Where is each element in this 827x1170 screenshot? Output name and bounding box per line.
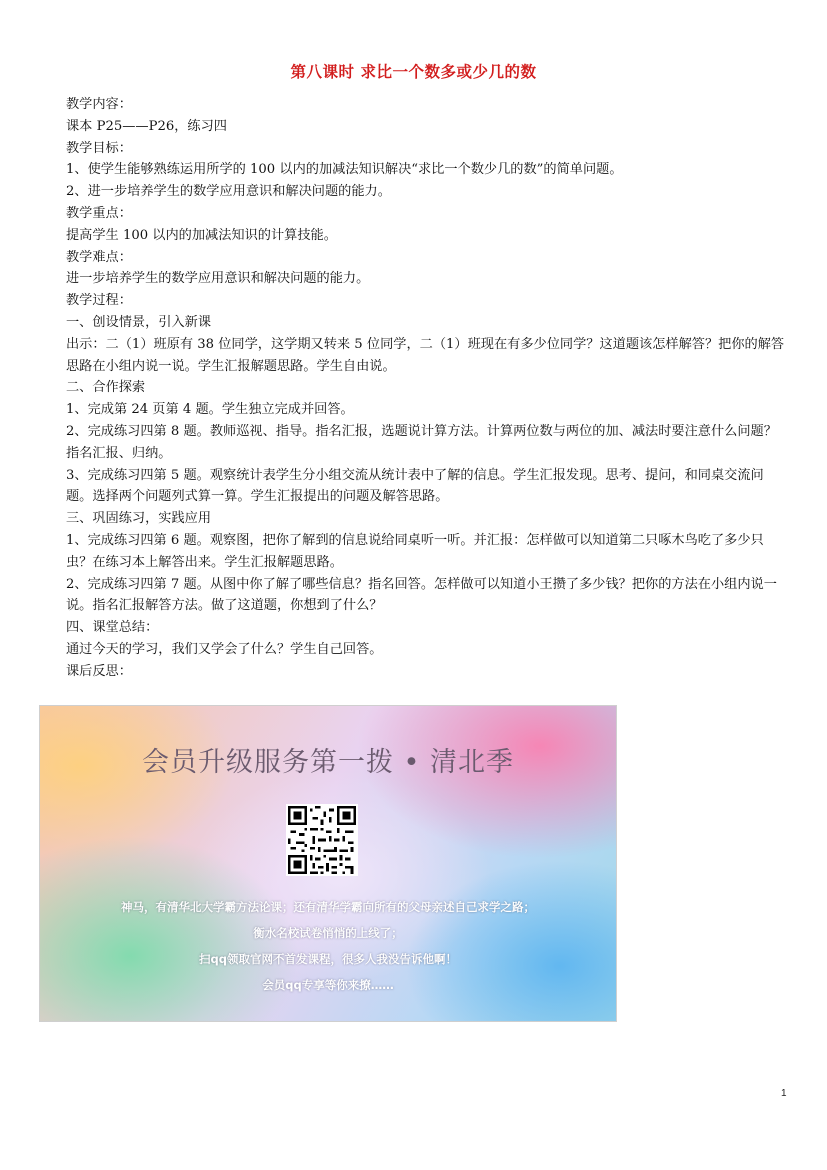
- process-step-2-item-3: 3、完成练习四第 5 题。观察统计表学生分小组交流从统计表中了解的信息。学生汇报发现。思考、提问，和同桌交流问题。选择两个问题列式算一算。学生汇报提出的问题及解答思路。: [66, 467, 764, 505]
- summary-text: 通过今天的学习，我们又学会了什么？学生自己回答。: [66, 641, 383, 657]
- section-label-goals: 教学目标：: [66, 140, 132, 156]
- qr-code-icon[interactable]: [286, 804, 358, 876]
- reflection-label: 课后反思：: [66, 663, 132, 679]
- process-step-2-item-1: 1、完成第 24 页第 4 题。学生独立完成并回答。: [66, 402, 354, 418]
- promo-banner[interactable]: [39, 705, 617, 1022]
- banner-line-3: 扫qq领取官网不首发课程，很多人我没告诉他啊！: [199, 952, 457, 966]
- process-step-3-item-2: 2、完成练习四第 7 题。从图中你了解了哪些信息？指名回答。怎样做可以知道小王攒了多少钱？把你的方法在小组内说一说。指名汇报解答方法。做了这道题，你想到了什么？: [66, 576, 777, 614]
- process-step-3-heading: 三、巩固练习，实践应用: [66, 511, 212, 527]
- textbook-pages: 课本 P25——P26，练习四: [66, 118, 227, 134]
- process-step-3-item-1: 1、完成练习四第 6 题。观察图，把你了解到的信息说给同桌听一听。并汇报：怎样做可以知道第二只啄木鸟吃了多少只虫？在练习本上解答出来。学生汇报解题思路。: [66, 532, 764, 570]
- banner-text-block: [40, 894, 616, 998]
- section-label-process: 教学过程：: [66, 293, 132, 309]
- banner-line-1: 神马，有清华北大学霸方法论课；还有清华学霸向所有的父母亲述自己求学之路；: [121, 900, 535, 914]
- process-step-2-item-2: 2、完成练习四第 8 题。教师巡视、指导。指名汇报，选题说计算方法。计算两位数与两位的加、减法时要注意什么问题？指名汇报、归纳。: [66, 423, 777, 461]
- key-point-text: 提高学生 100 以内的加减法知识的计算技能。: [66, 227, 337, 243]
- section-label-difficulty: 教学难点：: [66, 249, 132, 265]
- goal-item-1: 1、使学生能够熟练运用所学的 100 以内的加减法知识解决“求比一个数少几的数”的简单问题。: [66, 162, 623, 178]
- page-title: 第八课时 求比一个数多或少几的数: [290, 62, 537, 81]
- process-step-1-text: 出示：二（1）班原有 38 位同学，这学期又转来 5 位同学，二（1）班现在有多少位同学？这道题该怎样解答？把你的解答思路在小组内说一说。学生汇报解题思路。学生自由说。: [66, 336, 785, 374]
- section-label-content: 教学内容：: [66, 97, 132, 112]
- banner-line-2: 衡水名校试卷悄悄的上线了；: [253, 926, 403, 940]
- goal-item-2: 2、进一步培养学生的数学应用意识和解决问题的能力。: [66, 184, 391, 200]
- lesson-content: [66, 94, 790, 683]
- banner-title: 会员升级服务第一拨 • 清北季: [141, 747, 515, 778]
- page-number: 1: [781, 1088, 787, 1099]
- process-step-2-heading: 二、合作探索: [66, 380, 146, 396]
- process-step-4-heading: 四、课堂总结：: [66, 620, 159, 636]
- process-step-1-heading: 一、创设情景，引入新课: [66, 314, 212, 330]
- section-label-key-point: 教学重点：: [66, 205, 132, 221]
- difficulty-text: 进一步培养学生的数学应用意识和解决问题的能力。: [66, 271, 370, 287]
- banner-line-4: 会员qq专享等你来撩……: [262, 978, 394, 992]
